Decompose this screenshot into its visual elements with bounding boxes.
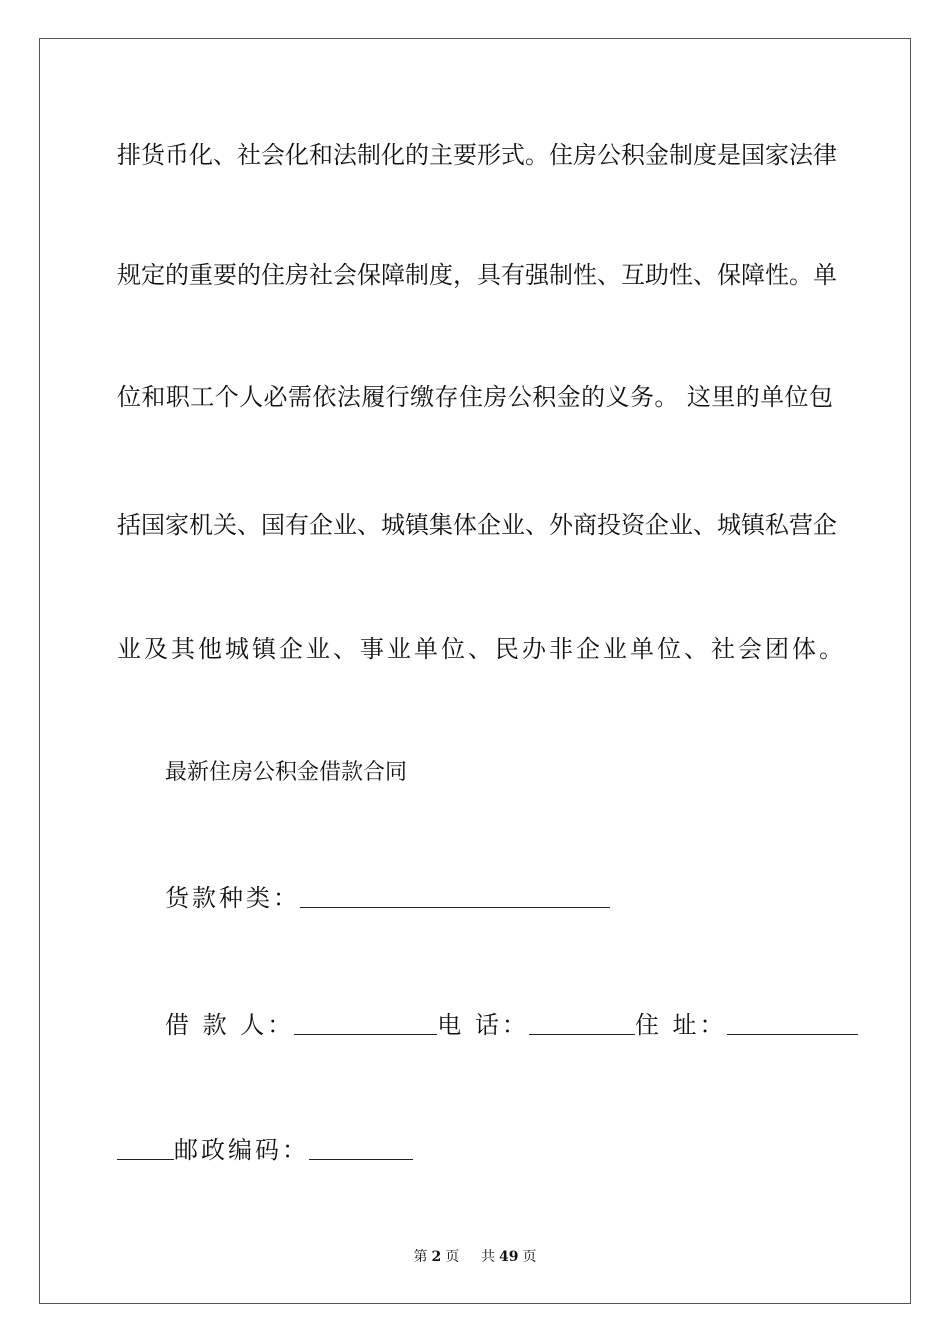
borrower-label: 借 款 人：	[165, 1011, 295, 1039]
total-pages: 49	[499, 1249, 519, 1265]
postcode-row	[117, 1134, 833, 1166]
loan-type-blank	[300, 885, 610, 908]
phone-label: 电 话：	[437, 1011, 529, 1039]
page-number: 2	[431, 1249, 442, 1265]
address-blank	[727, 1012, 858, 1035]
postcode-label: 邮政编码：	[174, 1136, 309, 1164]
page-footer	[0, 1247, 950, 1267]
page-suffix: 页	[445, 1249, 460, 1265]
paragraph-line-2: 规定的重要的住房社会保障制度，具有强制性、互助性、保障性。单	[117, 261, 837, 289]
contract-title: 最新住房公积金借款合同	[165, 760, 408, 785]
borrower-row	[165, 1009, 881, 1041]
paragraph-line-1: 排货币化、社会化和法制化的主要形式。住房公积金制度是国家法律	[117, 141, 837, 169]
page-prefix: 第	[413, 1249, 428, 1265]
paragraph-line-4: 括国家机关、国有企业、城镇集体企业、外商投资企业、城镇私营企	[117, 511, 837, 539]
loan-type-label: 货款种类：	[165, 884, 300, 912]
paragraph-line-5: 业及其他城镇企业、事业单位、民办非企业单位、社会团体。	[117, 635, 846, 663]
borrower-blank	[294, 1012, 437, 1035]
total-suffix: 页	[522, 1249, 537, 1265]
paragraph-line-3: 位和职工个人必需依法履行缴存住房公积金的义务。 这里的单位包	[117, 383, 833, 411]
address-label: 住 址：	[634, 1011, 727, 1039]
page-border	[39, 38, 911, 1304]
loan-type-row	[165, 882, 881, 914]
address-blank-continued	[117, 1137, 174, 1160]
total-prefix: 共	[481, 1249, 496, 1265]
phone-blank	[529, 1012, 635, 1035]
postcode-blank	[309, 1137, 413, 1160]
